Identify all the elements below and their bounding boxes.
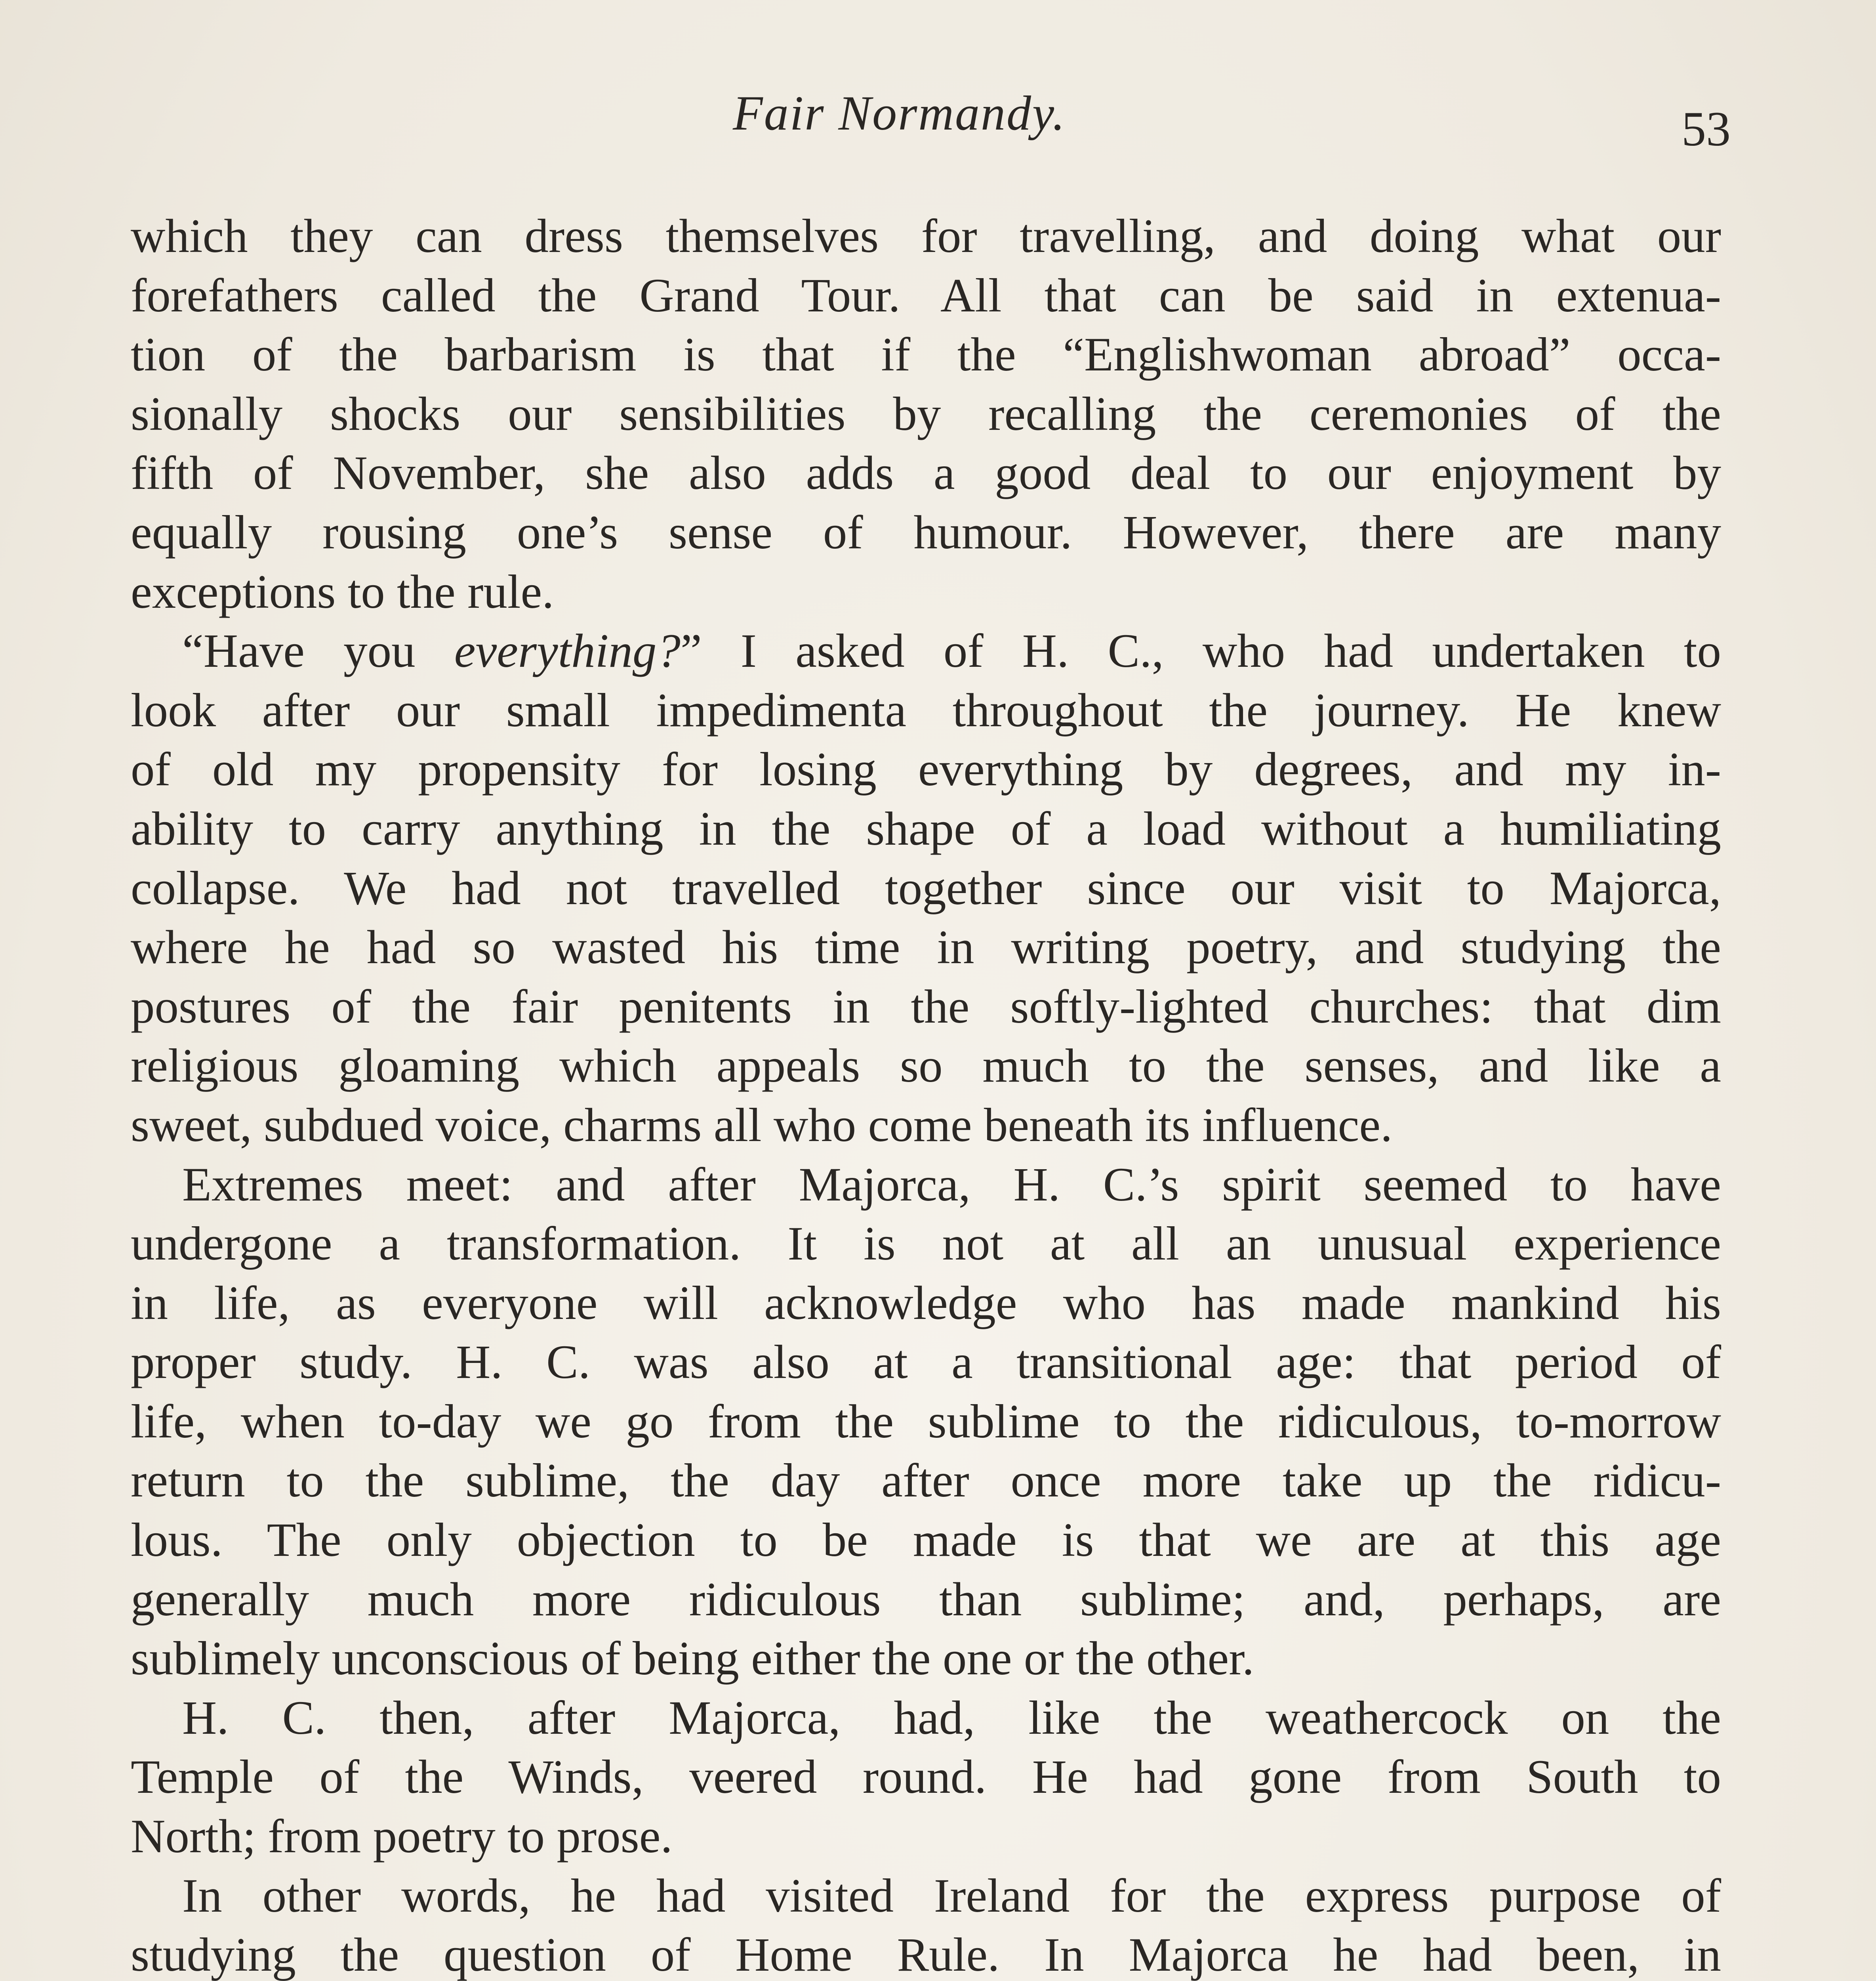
text-segment: ” I asked of H. C., who had undertaken to — [680, 624, 1722, 678]
text-line: in life, as everyone will acknowledge who has made mankind his — [131, 1276, 1721, 1330]
text-line: look after our small impedimenta throughout the journey. He knew — [131, 683, 1721, 737]
body-text — [131, 207, 1721, 1981]
text-line: generally much more ridiculous than sublime; and, perhaps, are — [131, 1573, 1721, 1626]
text-line: where he had so wasted his time in writing poetry, and studying the — [131, 921, 1721, 974]
text-line: return to the sublime, the day after once more take up the ridicu- — [131, 1454, 1721, 1508]
text-line: exceptions to the rule. — [131, 565, 554, 618]
text-line — [131, 622, 1721, 681]
text-line: which they can dress themselves for travelling, and doing what our — [131, 210, 1721, 263]
text-line: undergone a transformation. It is not at all an unusual experience — [131, 1217, 1721, 1271]
text-line: North; from poetry to prose. — [131, 1810, 673, 1863]
text-line: Temple of the Winds, veered round. He had gone from South to — [131, 1750, 1721, 1804]
text-line: religious gloaming which appeals so much to the senses, and like a — [131, 1039, 1721, 1093]
text-line: tion of the barbarism is that if the “Englishwoman abroad” occa- — [131, 328, 1721, 382]
text-line: equally rousing one’s sense of humour. However, there are many — [131, 506, 1721, 559]
text-line: ability to carry anything in the shape of a load without a humiliating — [131, 802, 1721, 855]
text-line: proper study. H. C. was also at a transitional age: that period of — [131, 1336, 1721, 1389]
text-line: collapse. We had not travelled together since our visit to Majorca, — [131, 861, 1721, 915]
page-number: 53 — [1682, 102, 1731, 156]
text-line: life, when to-day we go from the sublime to the ridiculous, to-morrow — [131, 1395, 1721, 1448]
text-line: H. C. then, after Majorca, had, like the weathercock on the — [182, 1691, 1721, 1744]
text-line: lous. The only objection to be made is that we are at this age — [131, 1513, 1721, 1567]
text-line: postures of the fair penitents in the softly-lighted churches: that dim — [131, 980, 1721, 1033]
running-head: Fair Normandy. — [733, 86, 1066, 140]
text-line: of old my propensity for losing everything by degrees, and my in- — [131, 743, 1721, 796]
text-line: sionally shocks our sensibilities by recalling the ceremonies of the — [131, 387, 1721, 441]
text-line: studying the question of Home Rule. In Majorca he had been, in — [131, 1928, 1721, 1981]
text-line: Extremes meet: and after Majorca, H. C.’s spirit seemed to have — [182, 1158, 1721, 1211]
text-line: forefathers called the Grand Tour. All that can be said in extenua- — [131, 269, 1721, 322]
text-line: sublimely unconscious of being either the one or the other. — [131, 1632, 1254, 1685]
text-line: In other words, he had visited Ireland for the express purpose of — [182, 1869, 1721, 1922]
text-line: sweet, subdued voice, charms all who come beneath its influence. — [131, 1098, 1393, 1152]
italic-segment: everything? — [454, 624, 681, 678]
text-segment: “Have you — [182, 624, 454, 678]
text-line: fifth of November, she also adds a good deal to our enjoyment by — [131, 447, 1721, 500]
